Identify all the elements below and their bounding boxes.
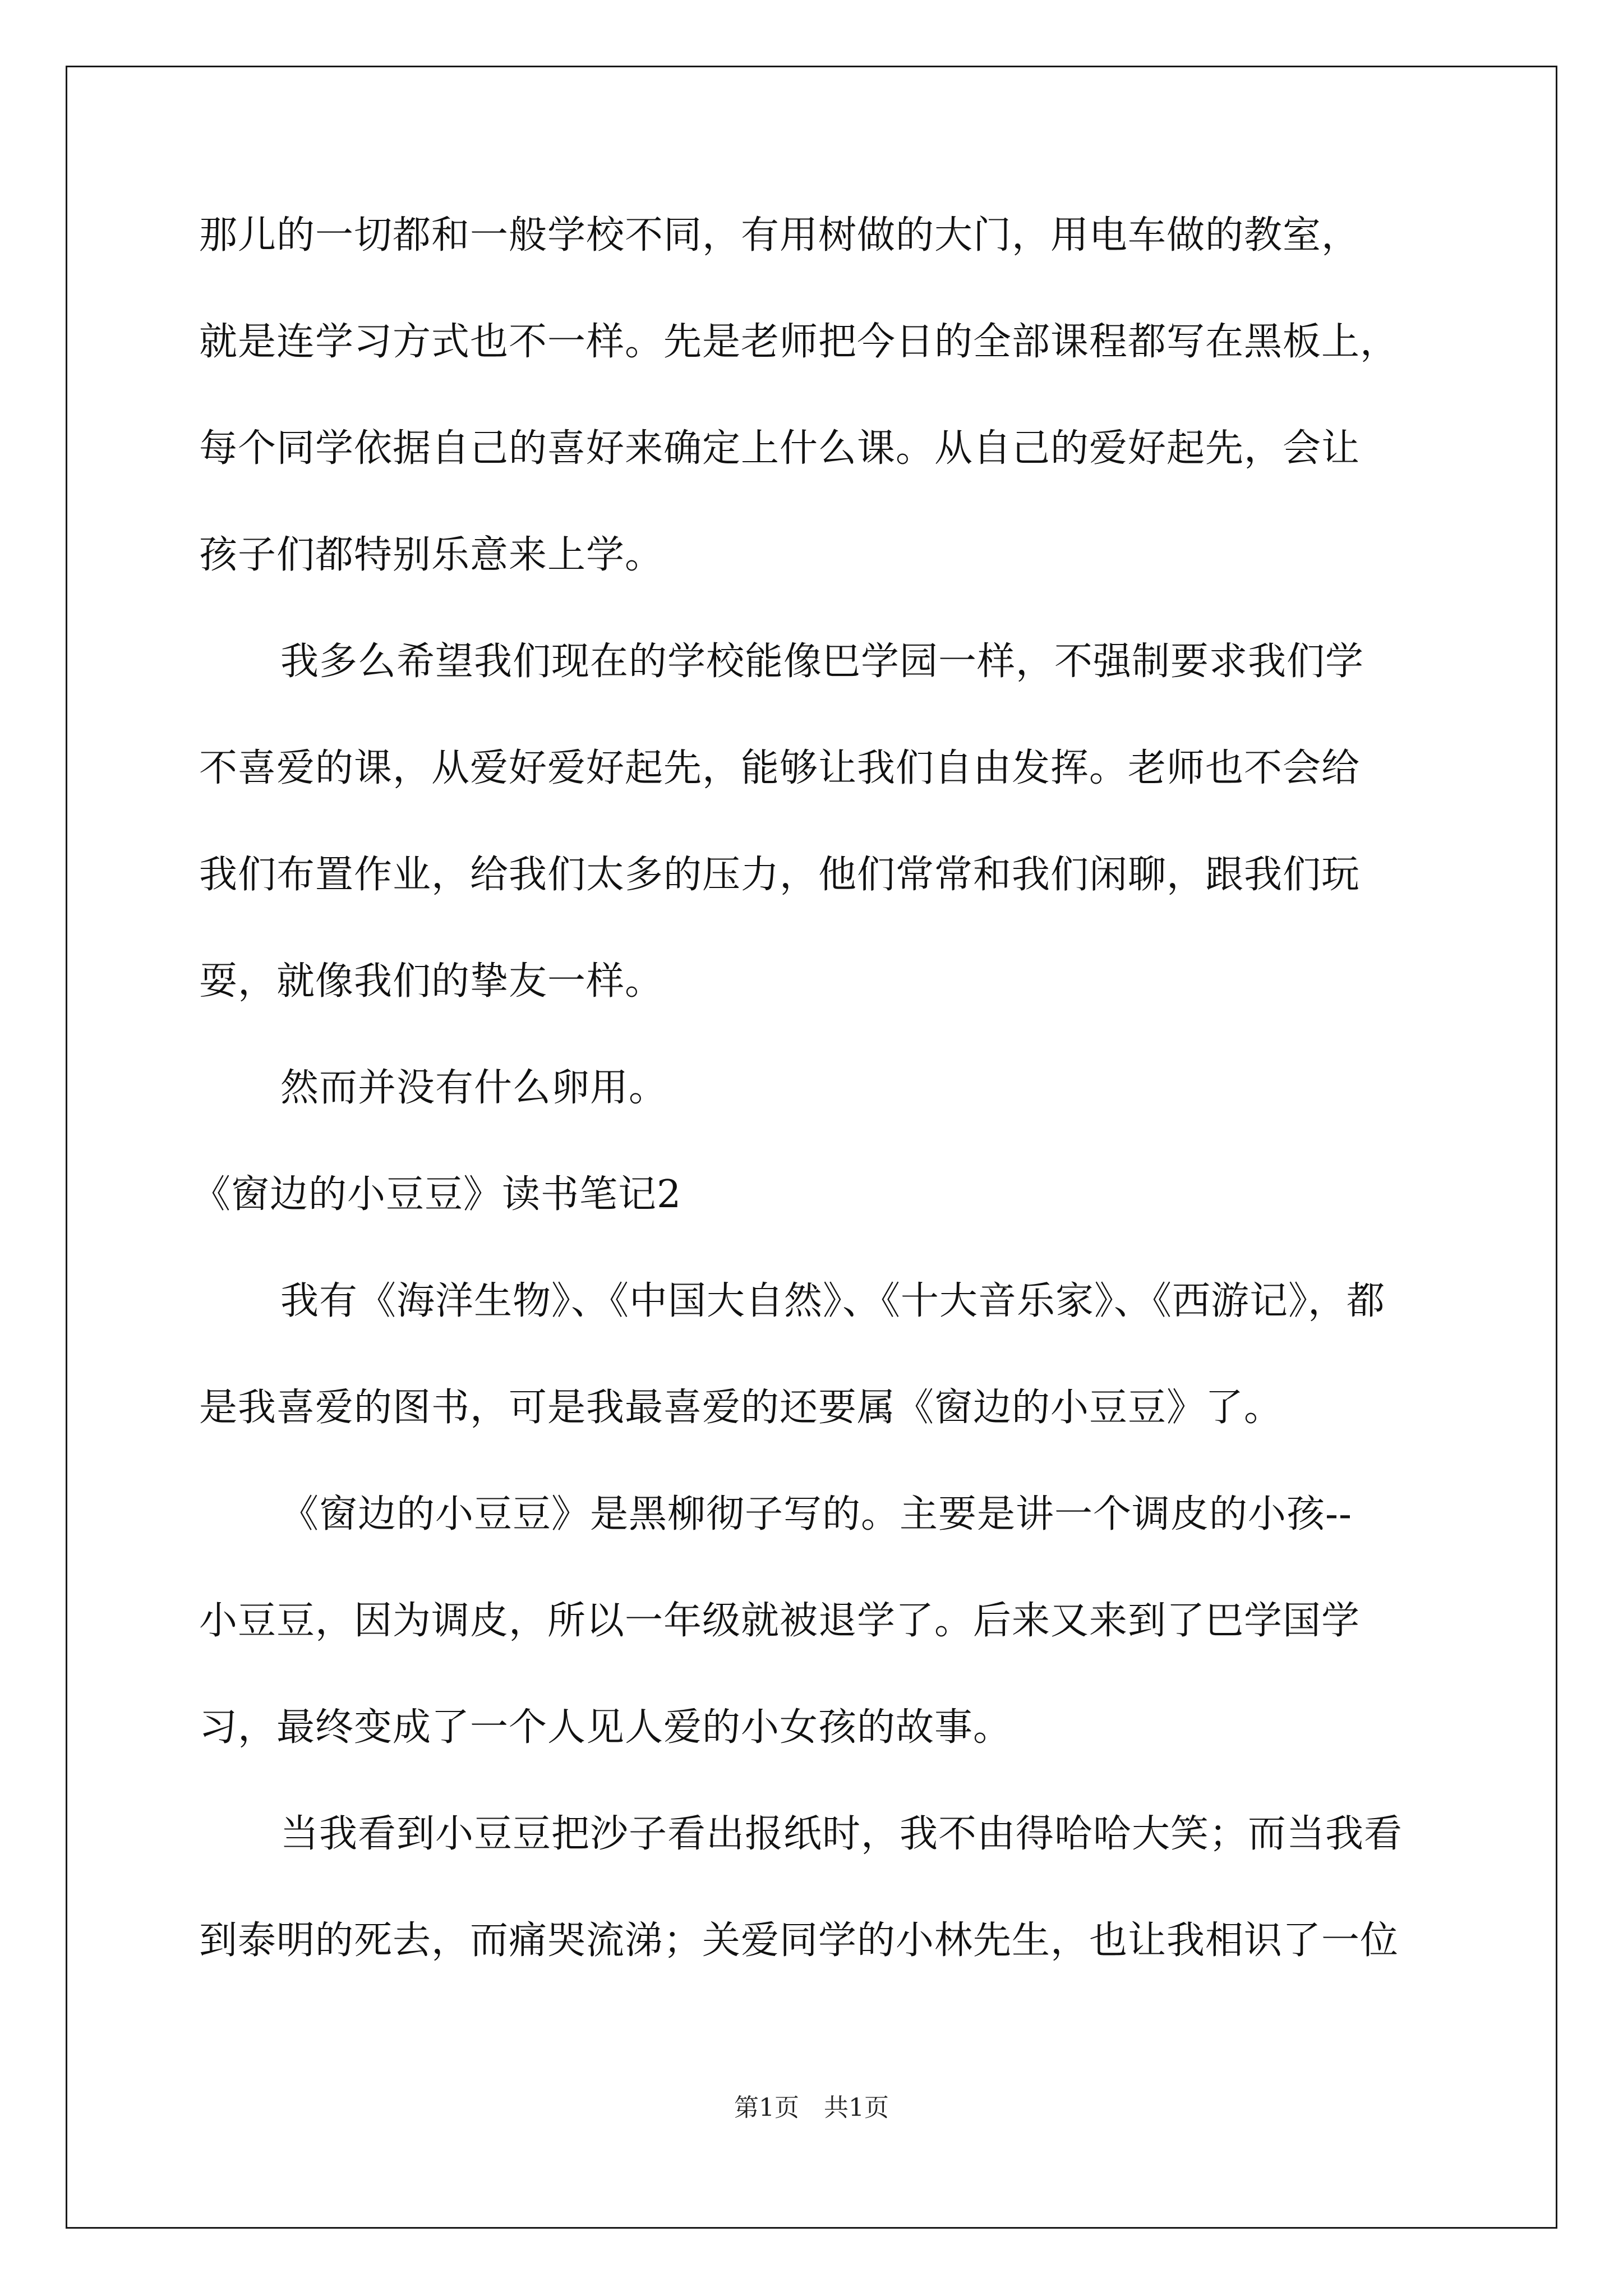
body-line: 不喜爱的课，从爱好爱好起先，能够让我们自由发挥。老师也不会给 xyxy=(199,746,1361,790)
page-border xyxy=(66,66,1557,2229)
paragraph-first-line: 然而并没有什么卵用。 xyxy=(280,1066,668,1110)
paragraph-first-line: 《窗边的小豆豆》是黑柳彻子写的。主要是讲一个调皮的小孩-- xyxy=(280,1492,1352,1536)
paragraph-first-line: 我多么希望我们现在的学校能像巴学园一样，不强制要求我们学 xyxy=(280,639,1364,684)
body-line: 每个同学依据自己的喜好来确定上什么课。从自己的爱好起先，会让 xyxy=(199,426,1361,471)
body-line: 我们布置作业，给我们太多的压力，他们常常和我们闲聊，跟我们玩 xyxy=(199,853,1361,897)
paragraph-first-line: 我有《海洋生物》、《中国大自然》、《十大音乐家》、《西游记》，都 xyxy=(280,1279,1386,1323)
body-line: 孩子们都特别乐意来上学。 xyxy=(199,533,664,577)
body-line: 是我喜爱的图书，可是我最喜爱的还要属《窗边的小豆豆》了。 xyxy=(199,1386,1283,1430)
body-line: 小豆豆，因为调皮，所以一年级就被退学了。后来又来到了巴学国学 xyxy=(199,1599,1361,1643)
body-line: 就是连学习方式也不一样。先是老师把今日的全部课程都写在黑板上， xyxy=(199,320,1399,364)
body-line: 那儿的一切都和一般学校不同，有用树做的大门，用电车做的教室， xyxy=(199,213,1361,257)
paragraph-first-line: 当我看到小豆豆把沙子看出报纸时，我不由得哈哈大笑；而当我看 xyxy=(280,1812,1403,1856)
section-heading: 《窗边的小豆豆》读书笔记2 xyxy=(192,1172,682,1217)
body-line: 习，最终变成了一个人见人爱的小女孩的故事。 xyxy=(199,1705,1012,1750)
body-line: 到泰明的死去，而痛哭流涕；关爱同学的小林先生，也让我相识了一位 xyxy=(199,1918,1399,1963)
page-footer: 第1页 共1页 xyxy=(734,2093,889,2122)
body-line: 耍，就像我们的挚友一样。 xyxy=(199,959,664,1004)
